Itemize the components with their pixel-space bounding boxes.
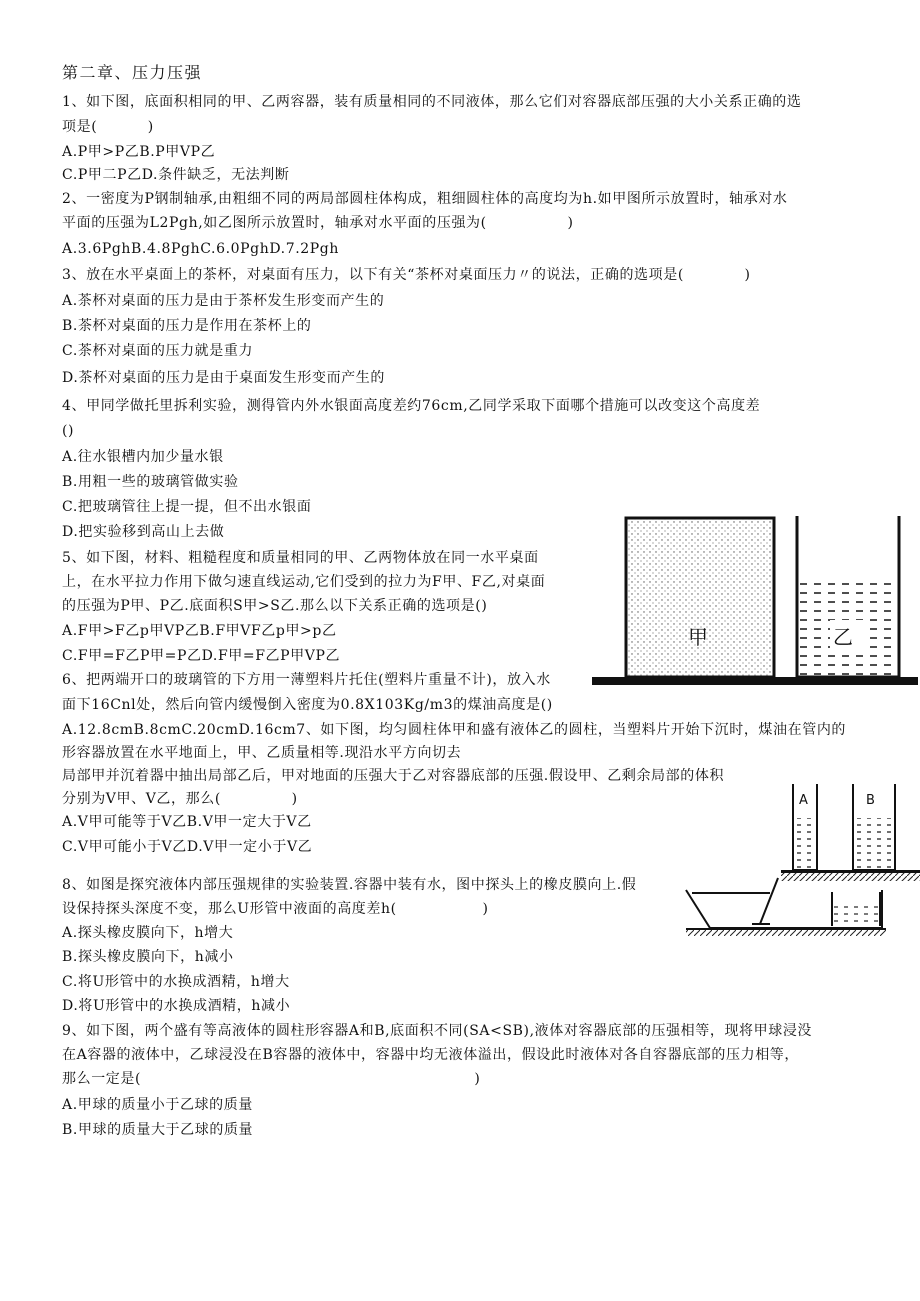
text-line: 在A容器的液体中，乙球浸没在B容器的液体中，容器中均无液体溢出，假设此时液体对各自容器底部的压力相等， xyxy=(62,1047,799,1063)
figure-containers-ab xyxy=(775,780,920,890)
probe-tube xyxy=(760,878,778,924)
text-line: 6、把两端开口的玻璃管的下方用一薄塑料片托住(塑料片重量不计)，放入水 xyxy=(62,672,551,688)
text-line: A.往水银槽内加少量水银 xyxy=(62,449,224,465)
text-line: C.将U形管中的水换成酒精，h增大 xyxy=(62,974,290,990)
text-line: 上，在水平拉力作用下做匀速直线运动,它们受到的拉力为F甲、F乙,对桌面 xyxy=(62,574,546,590)
text-line: C.V甲可能小于V乙D.V甲一定小于V乙 xyxy=(62,839,313,855)
text-line: 8、如图是探究液体内部压强规律的实验装置.容器中装有水，图中探头上的橡皮膜向上.假 xyxy=(62,877,637,893)
text-line: B.甲球的质量大于乙球的质量 xyxy=(62,1122,254,1138)
figure-pressure-apparatus xyxy=(682,876,892,942)
text-line: 面下16Cnl处，然后向管内缓慢倒入密度为0.8X103Kg/m3的煤油高度是() xyxy=(62,697,553,713)
text-line: 1、如下图，底面积相同的甲、乙两容器，装有质量相同的不同液体，那么它们对容器底部压强的大小关系正确的选 xyxy=(62,94,802,110)
text-line: 那么一定是( ) xyxy=(62,1071,481,1087)
text-line: 9、如下图，两个盛有等高液体的圆柱形容器A和B,底面积不同(SA<SB),液体对容器底部的压强相等，现将甲球浸没 xyxy=(62,1023,813,1039)
text-line: B.用粗一些的玻璃管做实验 xyxy=(62,474,239,490)
text-line: A.探头橡皮膜向下，h增大 xyxy=(62,925,234,941)
text-line: C.P甲二P乙D.条件缺乏，无法判断 xyxy=(62,167,290,183)
text-line: B.探头橡皮膜向下，h减小 xyxy=(62,949,234,965)
chapter-title: 第二章、压力压强 xyxy=(62,63,203,82)
figure-label-yi: 乙 xyxy=(833,625,853,649)
text-line: 局部甲并沉着器中抽出局部乙后，甲对地面的压强大于乙对容器底部的压强.假设甲、乙剩余局部的体积 xyxy=(62,768,725,784)
text-line: A.F甲>F乙p甲VP乙B.F甲VF乙p甲>p乙 xyxy=(62,623,337,639)
text-line: A.12.8cmB.8cmC.20cmD.16cm7、如下图，均匀圆柱体甲和盛有液体乙的圆柱，当塑料片开始下沉时，煤油在管内的 xyxy=(62,722,847,738)
text-line: A.茶杯对桌面的压力是由于茶杯发生形变而产生的 xyxy=(62,293,385,309)
text-line: 设保持探头深度不变，那么U形管中液面的高度差h( ) xyxy=(62,901,489,917)
figure-label-jia: 甲 xyxy=(688,625,708,649)
figure-label-a: A xyxy=(799,793,808,808)
text-line: C.茶杯对桌面的压力就是重力 xyxy=(62,343,254,359)
text-line: 2、一密度为P钢制轴承,由粗细不同的两局部圆柱体构成，粗细圆柱体的高度均为h.如甲图所示放置时，轴承对水 xyxy=(62,191,788,207)
text-line: D.茶杯对桌面的压力是由于桌面发生形变而产生的 xyxy=(62,370,385,386)
text-line: 分别为V甲、V乙，那么( ) xyxy=(62,791,298,807)
text-line: C.把玻璃管往上提一提，但不出水银面 xyxy=(62,499,312,515)
text-line: C.F甲=F乙P甲=P乙D.F甲=F乙P甲VP乙 xyxy=(62,648,341,664)
text-line: 的压强为P甲、P乙.底面积S甲>S乙.那么以下关系正确的选项是() xyxy=(62,598,488,614)
text-line: B.茶杯对桌面的压力是作用在茶杯上的 xyxy=(62,318,312,334)
text-line: () xyxy=(62,423,75,439)
text-line: A.V甲可能等于V乙B.V甲一定大于V乙 xyxy=(62,814,312,830)
text-line: D.把实验移到高山上去做 xyxy=(62,524,225,540)
text-line: 形容器放置在水平地面上，甲、乙质量相等.现沿水平方向切去 xyxy=(62,745,462,761)
text-line: D.将U形管中的水换成酒精，h减小 xyxy=(62,998,291,1014)
text-line: 平面的压强为L2Pgh,如乙图所示放置时，轴承对水平面的压强为( ) xyxy=(62,215,574,231)
text-line: A.3.6PghB.4.8PghC.6.0PghD.7.2Pgh xyxy=(62,241,339,257)
ground-line xyxy=(592,677,918,685)
figure-cylinder-and-container xyxy=(588,508,918,694)
text-line: 4、甲同学做托里拆利实验，测得管内外水银面高度差约76cm,乙同学采取下面哪个措施可以改变这个高度差 xyxy=(62,398,761,414)
text-line: A.甲球的质量小于乙球的质量 xyxy=(62,1097,253,1113)
text-line: 项是( ) xyxy=(62,119,154,135)
text-line: 3、放在水平桌面上的茶杯，对桌面有压力，以下有关“茶杯对桌面压力〃的说法，正确的选项是( ) xyxy=(62,267,751,283)
text-line: A.P甲>P乙B.P甲VP乙 xyxy=(62,144,216,160)
figure-label-b: B xyxy=(866,793,875,808)
u-tube-liquid xyxy=(834,902,878,926)
solid-cylinder-jia xyxy=(626,518,774,677)
text-line: 5、如下图，材料、粗糙程度和质量相同的甲、乙两物体放在同一水平桌面 xyxy=(62,550,539,566)
